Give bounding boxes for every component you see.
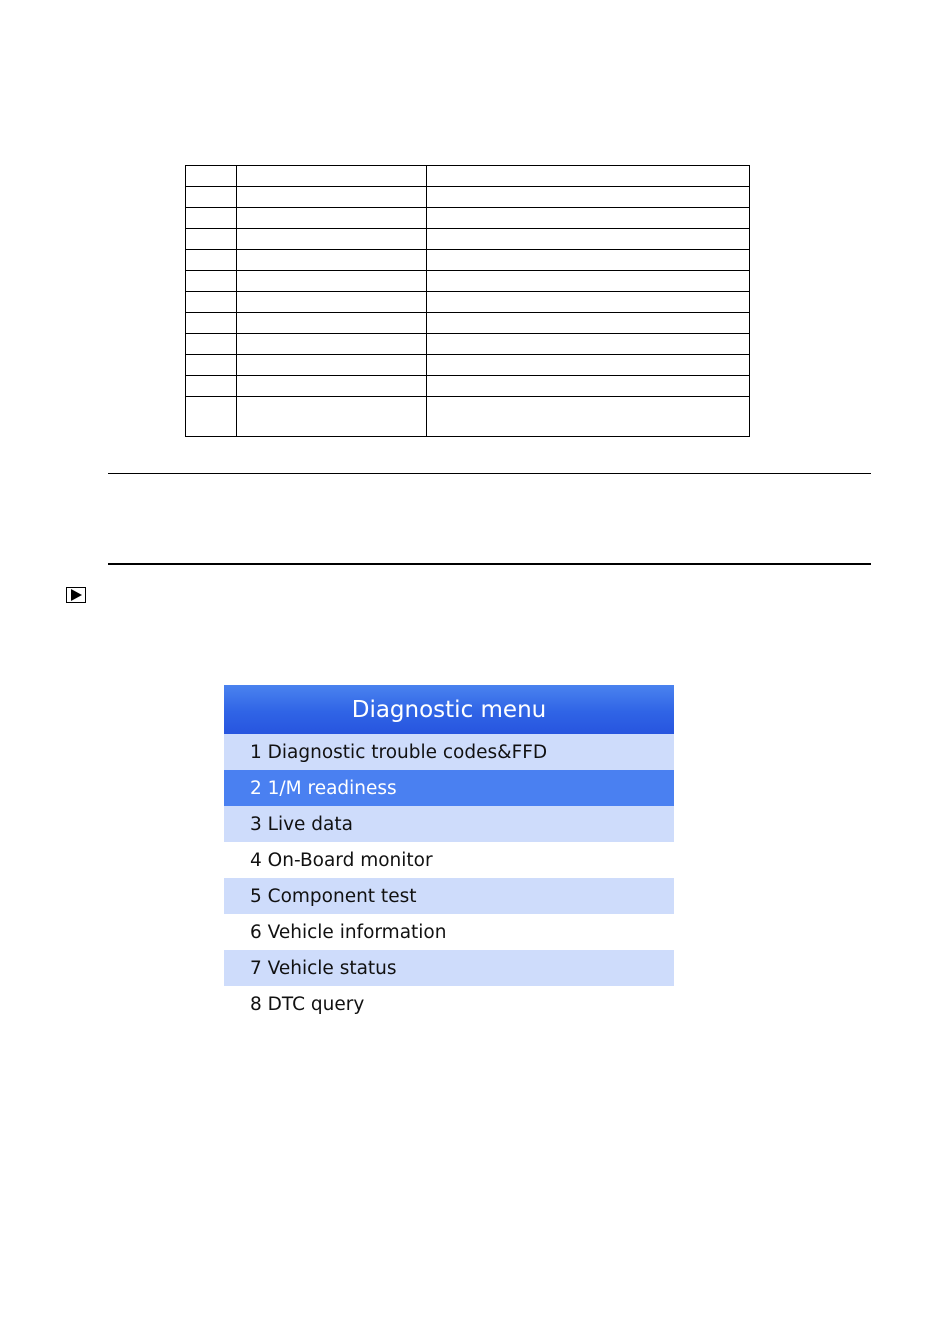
menu-title: Diagnostic menu bbox=[224, 685, 674, 734]
play-icon bbox=[66, 587, 86, 603]
menu-item-vehicle-status[interactable]: 7 Vehicle status bbox=[224, 950, 674, 986]
diagnostic-menu-list bbox=[224, 734, 674, 1022]
table-row bbox=[186, 355, 750, 376]
menu-item-component-test[interactable]: 5 Component test bbox=[224, 878, 674, 914]
table-row bbox=[186, 271, 750, 292]
table-row bbox=[186, 187, 750, 208]
menu-item-im-readiness[interactable]: 2 1/M readiness bbox=[224, 770, 674, 806]
menu-item-dtc-query[interactable]: 8 DTC query bbox=[224, 986, 674, 1022]
diagnostic-menu-screen bbox=[224, 685, 674, 1022]
note-bottom-rule bbox=[108, 563, 871, 565]
table-row bbox=[186, 229, 750, 250]
note-top-rule bbox=[108, 473, 871, 474]
reference-table bbox=[185, 165, 750, 437]
table-row bbox=[186, 250, 750, 271]
table-row bbox=[186, 292, 750, 313]
table-row bbox=[186, 166, 750, 187]
menu-item-on-board-monitor[interactable]: 4 On-Board monitor bbox=[224, 842, 674, 878]
menu-item-live-data[interactable]: 3 Live data bbox=[224, 806, 674, 842]
table-row bbox=[186, 208, 750, 229]
menu-item-diagnostic-trouble-codes[interactable]: 1 Diagnostic trouble codes&FFD bbox=[224, 734, 674, 770]
table-row bbox=[186, 376, 750, 397]
table-row bbox=[186, 397, 750, 437]
table-row bbox=[186, 334, 750, 355]
menu-item-vehicle-information[interactable]: 6 Vehicle information bbox=[224, 914, 674, 950]
table-row bbox=[186, 313, 750, 334]
